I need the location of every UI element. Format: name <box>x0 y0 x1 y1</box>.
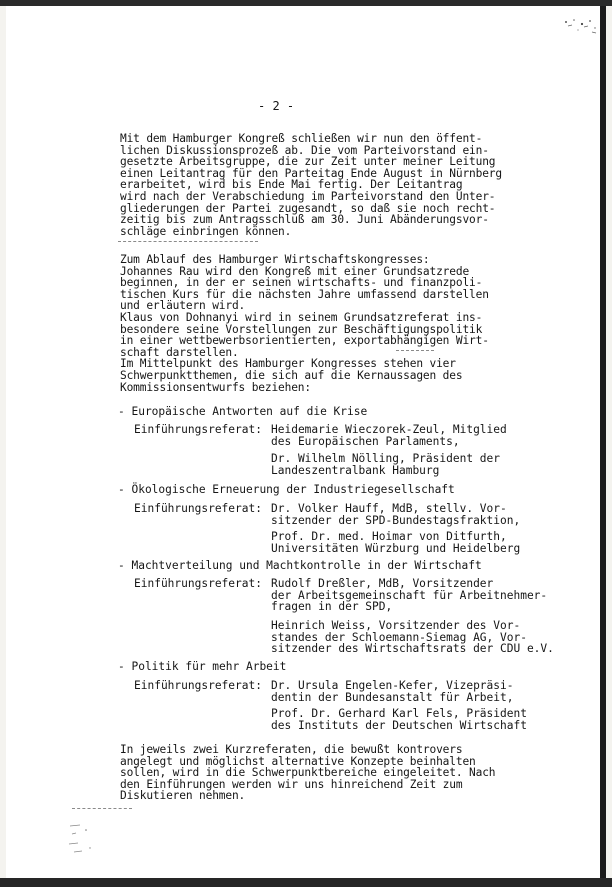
congress-schedule-paragraph: Zum Ablauf des Hamburger Wirtschaftskongresses: Johannes Rau wird den Kongreß mit einer Grundsatzrede beginnen, in der er seinen wirtschafts- und finanzpoli- tischen Kurs für die nächsten Jahre umfassend darstellen und erläutern wird. Klaus von Dohnanyi wird in seinem Grundsatzreferat ins- besondere seine Vorstellungen zur Beschäftigungspolitik in einer wettbewerbsorientierten, exportabhängigen Wirt- schaft darstellen. Im Mittelpunkt des Hamburger Kongresses stehen vier Schwerpunktthemen, die sich auf die Kernaussagen des Kommissionsentwurfs beziehen: <box>120 253 489 394</box>
speaker-entry: Prof. Dr. med. Hoimar von Ditfurth, Universitäten Würzburg und Heidelberg <box>271 530 521 555</box>
speaker-entry: Heinrich Weiss, Vorsitzender des Vor- standes der Schloemann-Siemag AG, Vor- sitzender des Wirtschaftsrats der CDU e.V. <box>271 619 554 656</box>
page-number: - 2 - <box>258 99 295 113</box>
topic-title: - Machtverteilung und Machtkontrolle in der Wirtschaft <box>118 559 482 572</box>
referat-label: Einführungsreferat: <box>134 423 262 436</box>
scan-speckle <box>66 820 106 860</box>
topic-title: - Politik für mehr Arbeit <box>118 660 287 673</box>
referat-label: Einführungsreferat: <box>134 577 262 590</box>
intro-paragraph: Mit dem Hamburger Kongreß schließen wir nun den öffent- lichen Diskussionsprozeß ab. Die vom Parteivorstand ein- gesetzte Arbeitsgruppe, die zur Zeit unter meiner Leitung einen Leitantrag für den Parteitag Ende August in Nürnberg erarbeitet, wird bis Ende Mai fertig. Der Leitantrag wird nach der Verabschiedung im Parteivorstand den Unter- gliederungen der Partei zugesandt, so daß sie noch recht- zeitig bis zum Antragsschluß am 30. Juni Abänderungsvor- schläge einbringen können. <box>120 132 502 238</box>
speaker-entry: Prof. Dr. Gerhard Karl Fels, Präsident des Instituts der Deutschen Wirtschaft <box>271 707 527 732</box>
speaker-entry: Heidemarie Wieczorek-Zeul, Mitglied des Europäischen Parlaments, <box>271 423 507 448</box>
speaker-entry: Dr. Wilhelm Nölling, Präsident der Landeszentralbank Hamburg <box>271 452 501 477</box>
scan-border-bottom <box>0 878 612 887</box>
speaker-entry: Rudolf Dreßler, MdB, Vorsitzender der Arbeitsgemeinschaft für Arbeitnehmer- fragen in der SPD, <box>271 577 548 614</box>
scan-artifact-line <box>72 808 132 810</box>
referat-label: Einführungsreferat: <box>134 679 262 692</box>
referat-label: Einführungsreferat: <box>134 502 262 515</box>
speaker-entry: Dr. Ursula Engelen-Kefer, Vizepräsi- dentin der Bundesanstalt für Arbeit, <box>271 679 514 704</box>
closing-paragraph: In jeweils zwei Kurzreferaten, die bewußt kontrovers angelegt und möglichst alternative Konzepte beinhalten sollen, wird in die Schwerpunktbereiche eingeleitet. Nach den Einführungen werden wir uns hinreichend Zeit zum Diskutieren nehmen. <box>120 743 496 803</box>
scan-artifact-line <box>396 350 434 352</box>
topic-title: - Ökologische Erneuerung der Industriegesellschaft <box>118 483 455 496</box>
topic-title: - Europäische Antworten auf die Krise <box>118 405 368 418</box>
scan-speckle <box>560 14 600 44</box>
speaker-entry: Dr. Volker Hauff, MdB, stellv. Vor- sitzender der SPD-Bundestagsfraktion, <box>271 502 521 527</box>
scan-artifact-line <box>118 241 258 243</box>
